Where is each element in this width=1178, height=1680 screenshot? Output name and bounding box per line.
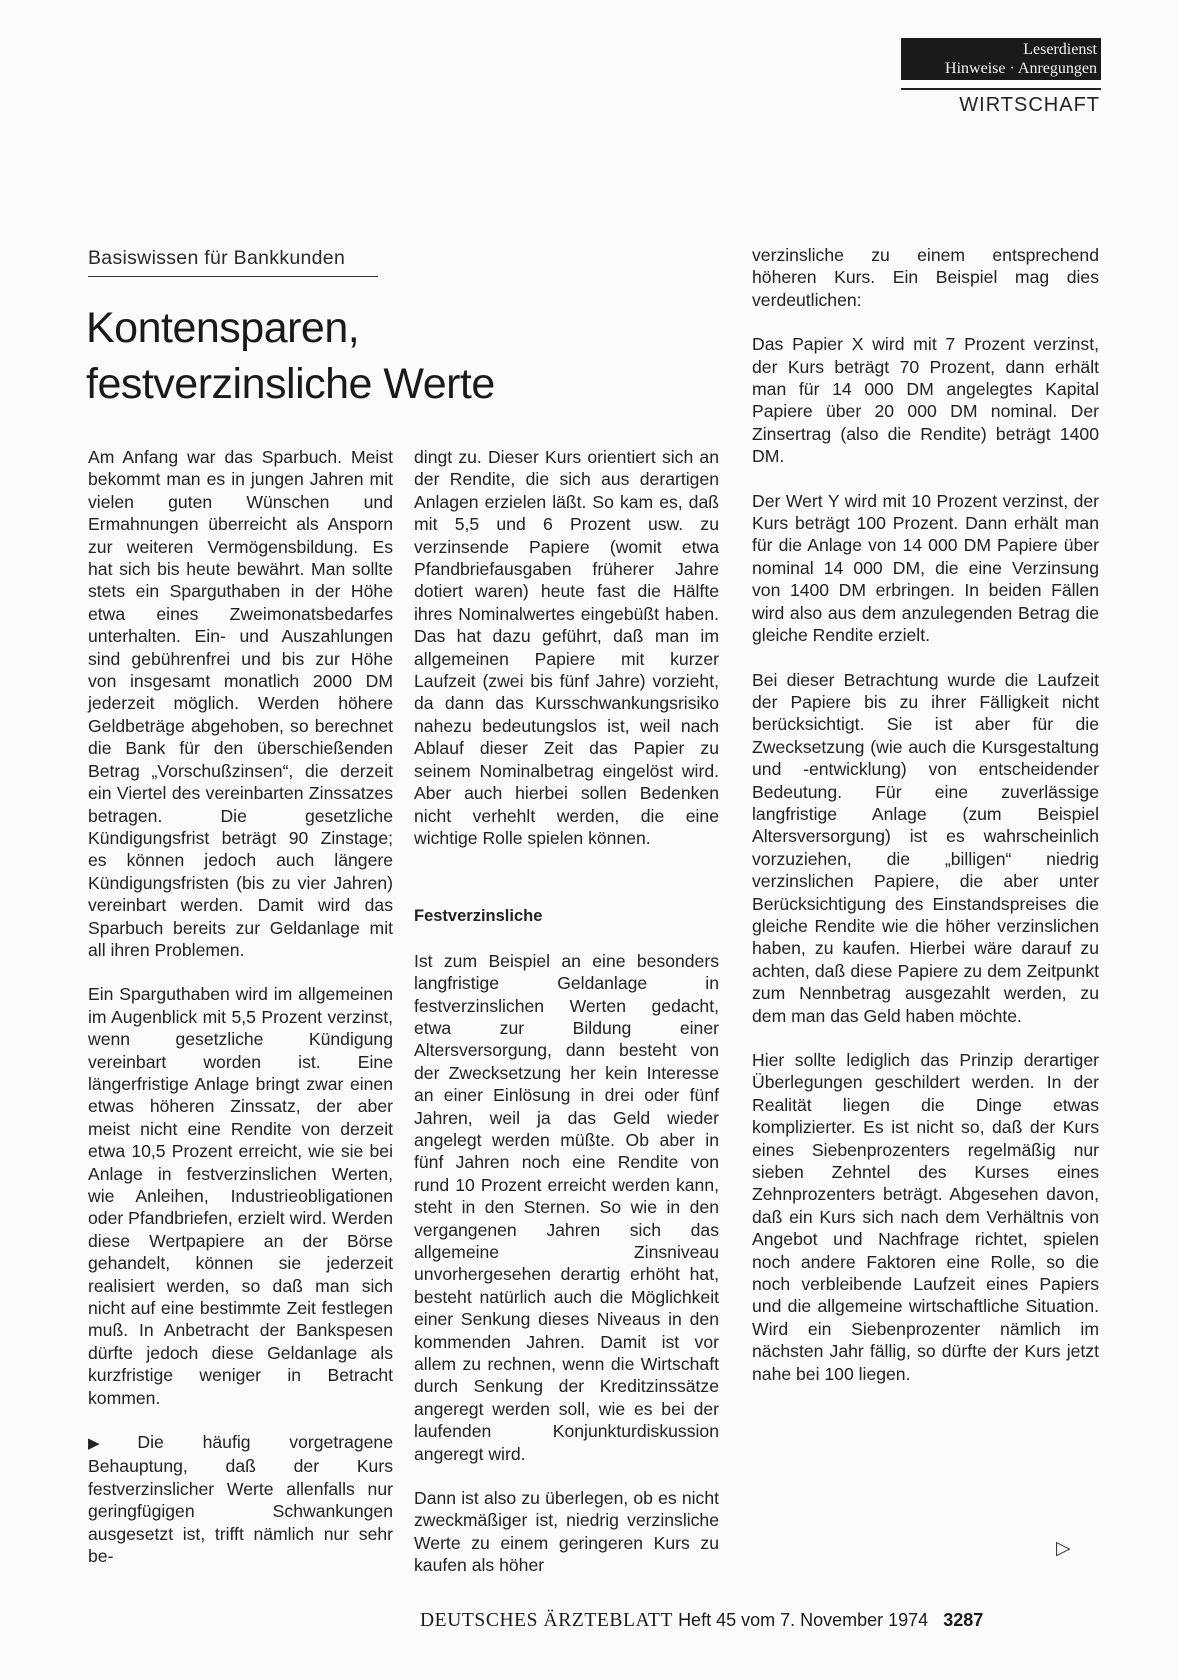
- article-title-line2: festverzinsliche Werte: [86, 360, 495, 408]
- paragraph: Dann ist also zu überlegen, ob es nicht zweckmäßiger ist, niedrig verzinsliche Werte zu einem geringeren Kurs zu kaufen als höher: [414, 1488, 719, 1576]
- issue-info: Heft 45 vom 7. November 1974: [678, 1610, 929, 1630]
- paragraph-text: Die häufig vorgetragene Behauptung, daß der Kurs festverzinslicher Werte allenfalls nur geringfügigen Schwankungen ausgesetzt ist, trifft nämlich nur sehr be-: [88, 1432, 393, 1567]
- article-title: [86, 300, 686, 412]
- paragraph: Ein Sparguthaben wird im allgemeinen im Augenblick mit 5,5 Prozent verzinst, wenn gesetzliche Kündigung vereinbart worden ist. Eine längerfristige Anlage bringt zwar einen etwas höheren Zinssatz, der aber meist nicht eine Rendite von derzeit etwa 10,5 Prozent erreicht, wie sie bei Anlage in festverzinslichen Werten, wie Anleihen, Industrieobligationen oder Pfandbriefen, erzielt wird. Werden diese Wertpapiere an der Börse gehandelt, können sie jederzeit realisiert werden, so daß man sich nicht auf eine bestimmte Zeit festlegen muß. In Anbetracht der Bankspesen dürfte jedoch diese Geldanlage als kurzfristige weniger in Betracht kommen.: [88, 984, 393, 1408]
- paragraph: dingt zu. Dieser Kurs orientiert sich an der Rendite, die sich aus derartigen Anlagen erzielen läßt. So kam es, daß mit 5,5 und 6 Prozent usw. zu verzinsende Papiere (womit etwa Pfandbriefausgaben früherer Jahre dotiert waren) heute fast die Hälfte ihres Nominalwertes eingebüßt haben. Das hat dazu geführt, daß man im allgemeinen Papiere mit kurzer Laufzeit (zwei bis fünf Jahre) vorzieht, da dann das Kursschwankungsrisiko nahezu bedeutungslos ist, weil nach Ablauf dieser Zeit das Papier zu seinem Nominalbetrag eingelöst wird. Aber auch hierbei sollen Bedenken nicht verhehlt werden, die eine wichtige Rolle spielen können.: [414, 447, 719, 848]
- text-column-1: [88, 446, 393, 1568]
- rubric-divider: [901, 88, 1101, 90]
- subheading-festverzinsliche: Festverzinsliche: [414, 907, 543, 926]
- paragraph: Bei dieser Betrachtung wurde die Laufzeit der Papiere bis zu ihrer Fälligkeit nicht berücksichtigt. Sie ist aber für die Zwecksetzung (wie auch die Kursgestaltung und -entwicklung) von entscheidender Bedeutung. Für eine zuverlässige langfristige Anlage (zum Beispiel Altersversorgung) ist es wahrscheinlich vorzuziehen, die „billigen“ niedrig verzinslichen Papiere, die aber unter Berücksichtigung des Einstandspreises die gleiche Rendite wie die höher verzinslichen haben, zu kaufen. Hierbei wäre darauf zu achten, daß diese Papiere zu dem Zeitpunkt zum Nennbetrag ausgezahlt werden, zu dem man das Geld haben möchte.: [752, 669, 1099, 1026]
- continue-arrow-icon: ▷: [1056, 1538, 1071, 1559]
- paragraph: Der Wert Y wird mit 10 Prozent verzinst, der Kurs beträgt 100 Prozent. Dann erhält man für die Anlage von 14 000 DM Papiere über nominal 14 000 DM, die eine Verzinsung von 1400 DM erbringen. In beiden Fällen wird also aus dem anzulegenden Betrag die gleiche Rendite erzielt.: [752, 490, 1099, 646]
- page-number: 3287: [943, 1610, 984, 1630]
- kicker-underline: [88, 276, 378, 277]
- text-column-3: [752, 244, 1099, 1385]
- journal-name: DEUTSCHES ÄRZTEBLATT: [420, 1610, 674, 1631]
- section-box-line1: Leserdienst: [1023, 41, 1097, 58]
- paragraph: verzinsliche zu einem entsprechend höheren Kurs. Ein Beispiel mag dies verdeutlichen:: [752, 245, 1099, 310]
- article-title-line1: Kontensparen,: [86, 304, 360, 352]
- section-box-line2: Hinweise · Anregungen: [945, 60, 1097, 77]
- paragraph: Ist zum Beispiel an eine besonders langfristige Geldanlage in festverzinslichen Werten gedacht, etwa zur Bildung einer Altersversorgung, dann besteht von der Zwecksetzung her kein Interesse an einer Einlösung in drei oder fünf Jahren, weil ja das Geld wieder angelegt werden müßte. Ob aber in fünf Jahren noch eine Rendite von rund 10 Prozent erreicht werden kann, steht in den Sternen. So wie in den vergangenen Jahren sich das allgemeine Zinsniveau unvorhergesehen derartig erhöht hat, besteht natürlich auch die Möglichkeit einer Senkung dieses Niveaus in den kommenden Jahren. Damit ist vor allem zu rechnen, wenn die Wirtschaft durch Senkung der Kreditzinssätze angeregt werden soll, wie es bei der laufenden Konjunkturdiskussion angeregt wird.: [414, 950, 719, 1464]
- article-kicker: Basiswissen für Bankkunden: [88, 247, 346, 269]
- text-column-2: [414, 446, 719, 1577]
- page-footer: [420, 1610, 1100, 1632]
- paragraph: Hier sollte lediglich das Prinzip derartiger Überlegungen geschildert werden. In der Realität liegen die Dinge etwas komplizierter. Es ist nicht so, daß der Kurs eines Siebenprozenters regelmäßig nur sieben Zehntel des Kurses eines Zehnprozenters beträgt. Abgesehen davon, daß ein Kurs sich nach dem Verhältnis von Angebot und Nachfrage richtet, spielen noch andere Faktoren eine Rolle, so die noch verbleibende Laufzeit eines Papiers und die allgemeine wirtschaftliche Situation. Wird ein Siebenprozenter nämlich im nächsten Jahr fällig, so dürfte der Kurs jetzt nahe bei 100 liegen.: [752, 1050, 1099, 1384]
- rubric-label: WIRTSCHAFT: [959, 94, 1100, 116]
- section-box: [901, 38, 1101, 80]
- paragraph: [88, 1431, 393, 1567]
- bullet-arrow-icon: ▶: [88, 1435, 134, 1453]
- paragraph: Das Papier X wird mit 7 Prozent verzinst, der Kurs beträgt 70 Prozent, dann erhält man für 14 000 DM angelegtes Kapital Papiere über 20 000 DM nominal. Der Zinsertrag (also die Rendite) beträgt 1400 DM.: [752, 334, 1099, 467]
- paragraph: Am Anfang war das Sparbuch. Meist bekommt man es in jungen Jahren mit vielen guten Wünschen und Ermahnungen überreicht als Ansporn zur weiteren Vermögensbildung. Es hat sich bis heute bewährt. Man sollte stets ein Sparguthaben in der Höhe etwa eines Zweimonatsbedarfes unterhalten. Ein- und Auszahlungen sind gebührenfrei und bis zur Höhe von insgesamt monatlich 2000 DM jederzeit möglich. Werden höhere Geldbeträge abgehoben, so berechnet die Bank für den überschießenden Betrag „Vorschußzinsen“, die derzeit ein Viertel des vereinbarten Zinssatzes betragen. Die gesetzliche Kündigungsfrist beträgt 90 Zinstage; es können jedoch auch längere Kündigungsfristen (bis zu vier Jahren) vereinbart werden. Damit wird das Sparbuch bereits zur Geldanlage mit all ihren Problemen.: [88, 447, 393, 960]
